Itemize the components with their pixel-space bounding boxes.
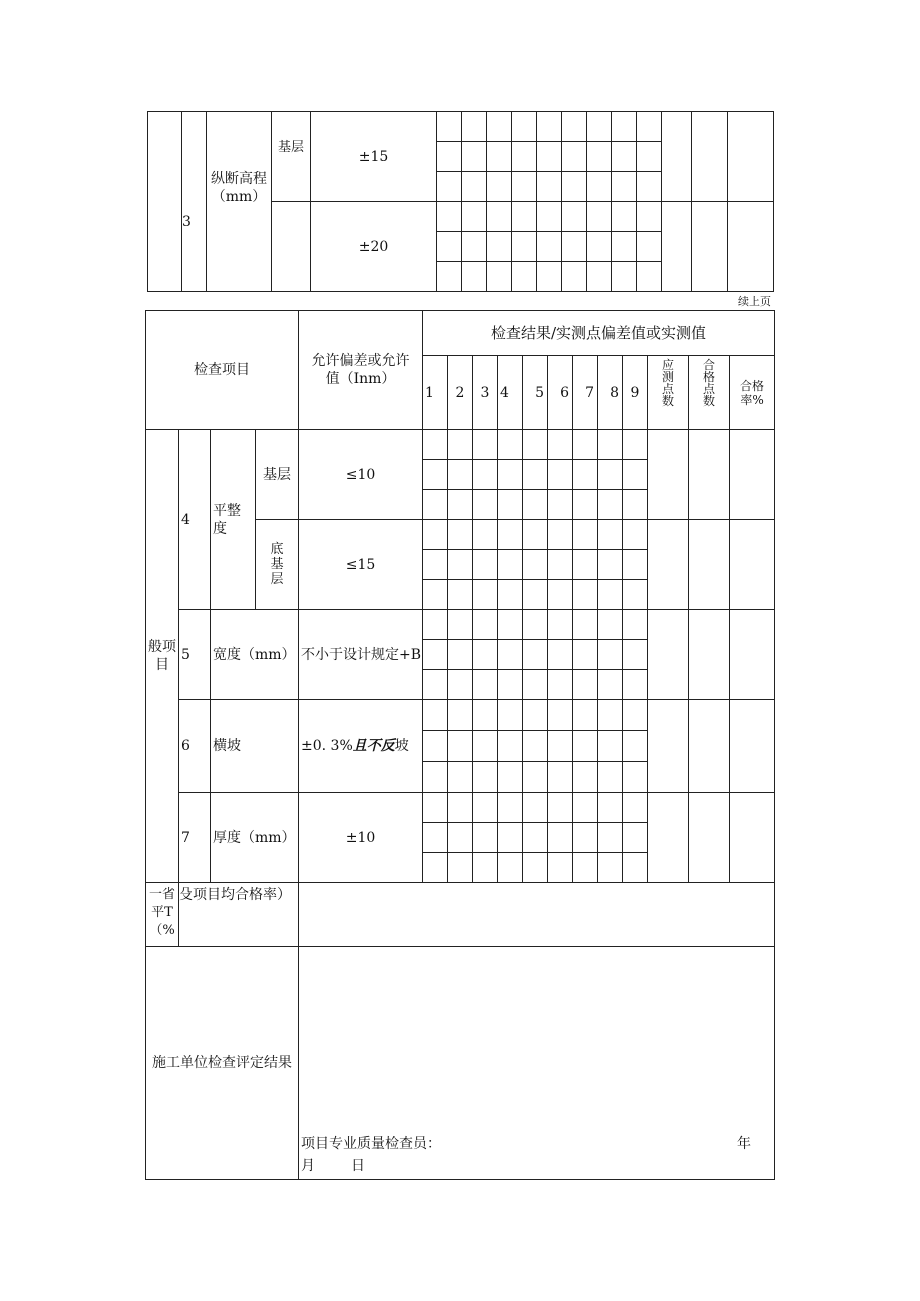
- grid-cell: [473, 823, 498, 853]
- grid-cell: [498, 700, 523, 731]
- grid-cell: [523, 520, 548, 550]
- header-should-measure: 应测点数: [648, 356, 689, 430]
- grid-cell: [423, 520, 448, 550]
- grid-cell: [637, 172, 662, 202]
- top-item-name: 纵断高程（mm）: [207, 112, 272, 292]
- top-left-blank: [148, 112, 182, 292]
- should-measure-cell: [648, 793, 689, 883]
- grid-cell: [637, 202, 662, 232]
- grid-cell: [523, 762, 548, 793]
- grid-cell: [598, 793, 623, 823]
- should-measure-cell: [662, 112, 692, 202]
- eval-label: 施工单位检查评定结果: [146, 947, 299, 1180]
- grid-cell: [537, 172, 562, 202]
- grid-cell: [512, 262, 537, 292]
- row6-tol-b: 且不反: [352, 738, 395, 754]
- qualified-points-cell: [689, 430, 730, 520]
- grid-cell: [537, 232, 562, 262]
- row6-item: 横坡: [211, 700, 299, 793]
- grid-cell: [448, 700, 473, 731]
- grid-cell: [612, 112, 637, 142]
- grid-cell: [612, 142, 637, 172]
- grid-cell: [498, 490, 523, 520]
- grid-cell: [548, 670, 573, 700]
- qualified-points-cell: [689, 610, 730, 700]
- grid-cell: [598, 670, 623, 700]
- grid-cell: [448, 430, 473, 460]
- grid-cell: [448, 762, 473, 793]
- signature-block: [299, 1133, 774, 1179]
- should-measure-cell: [648, 610, 689, 700]
- grid-cell: [562, 232, 587, 262]
- grid-cell: [473, 550, 498, 580]
- grid-cell: [548, 610, 573, 640]
- point-4: 4: [498, 356, 523, 430]
- grid-cell: [637, 232, 662, 262]
- grid-cell: [448, 610, 473, 640]
- grid-cell: [448, 460, 473, 490]
- grid-cell: [598, 490, 623, 520]
- grid-cell: [637, 112, 662, 142]
- grid-cell: [487, 232, 512, 262]
- grid-cell: [487, 262, 512, 292]
- grid-cell: [423, 823, 448, 853]
- grid-cell: [423, 580, 448, 610]
- grid-cell: [623, 580, 648, 610]
- grid-cell: [573, 853, 598, 883]
- point-6: 6: [548, 356, 573, 430]
- grid-cell: [462, 142, 487, 172]
- grid-cell: [548, 520, 573, 550]
- grid-cell: [562, 262, 587, 292]
- qualified-rate-cell: [730, 520, 775, 610]
- grid-cell: [573, 490, 598, 520]
- grid-cell: [473, 762, 498, 793]
- point-3: 3: [473, 356, 498, 430]
- grid-cell: [523, 490, 548, 520]
- grid-cell: [473, 610, 498, 640]
- header-tolerance: 允许偏差或允许值（Inm）: [299, 311, 423, 430]
- grid-cell: [598, 520, 623, 550]
- grid-cell: [498, 580, 523, 610]
- grid-cell: [612, 172, 637, 202]
- grid-cell: [423, 490, 448, 520]
- grid-cell: [498, 520, 523, 550]
- grid-cell: [573, 823, 598, 853]
- top-table: [147, 111, 774, 292]
- grid-cell: [423, 853, 448, 883]
- grid-cell: [523, 823, 548, 853]
- grid-cell: [523, 580, 548, 610]
- grid-cell: [437, 172, 462, 202]
- grid-cell: [623, 670, 648, 700]
- grid-cell: [462, 172, 487, 202]
- grid-cell: [473, 520, 498, 550]
- qualified-rate-cell: [728, 202, 774, 292]
- grid-cell: [623, 610, 648, 640]
- qualified-rate-cell: [728, 112, 774, 202]
- qualified-points-cell: [689, 700, 730, 793]
- grid-cell: [498, 823, 523, 853]
- grid-cell: [448, 580, 473, 610]
- qualified-points-cell: [689, 520, 730, 610]
- grid-cell: [612, 232, 637, 262]
- grid-cell: [598, 550, 623, 580]
- grid-cell: [637, 142, 662, 172]
- grid-cell: [623, 640, 648, 670]
- grid-cell: [548, 823, 573, 853]
- qualified-points-cell: [689, 793, 730, 883]
- grid-cell: [523, 610, 548, 640]
- grid-cell: [462, 112, 487, 142]
- grid-cell: [512, 202, 537, 232]
- grid-cell: [498, 460, 523, 490]
- grid-cell: [548, 731, 573, 762]
- inspector-label: 项目专业质量检查员：: [301, 1136, 441, 1152]
- row5-no: 5: [179, 610, 211, 700]
- row6-tol-a: ±0. 3%: [301, 738, 353, 754]
- grid-cell: [548, 700, 573, 731]
- month-label: 月: [301, 1158, 315, 1174]
- grid-cell: [537, 262, 562, 292]
- grid-cell: [423, 550, 448, 580]
- row6-no: 6: [179, 700, 211, 793]
- point-8: 8: [598, 356, 623, 430]
- grid-cell: [598, 731, 623, 762]
- row4-item: 平整度: [211, 430, 256, 610]
- point-7: 7: [573, 356, 598, 430]
- grid-cell: [473, 700, 498, 731]
- grid-cell: [523, 853, 548, 883]
- grid-cell: [637, 262, 662, 292]
- grid-cell: [562, 172, 587, 202]
- grid-cell: [548, 430, 573, 460]
- grid-cell: [587, 262, 612, 292]
- grid-cell: [587, 112, 612, 142]
- grid-cell: [573, 580, 598, 610]
- grid-cell: [437, 112, 462, 142]
- should-measure-cell: [648, 700, 689, 793]
- grid-cell: [423, 670, 448, 700]
- grid-cell: [623, 520, 648, 550]
- grid-cell: [523, 793, 548, 823]
- avg-label: 殳项目均合格率）: [179, 883, 299, 947]
- grid-cell: [598, 640, 623, 670]
- grid-cell: [612, 262, 637, 292]
- eval-content: [299, 947, 775, 1180]
- qualified-rate-cell: [730, 700, 775, 793]
- grid-cell: [462, 232, 487, 262]
- grid-cell: [623, 490, 648, 520]
- grid-cell: [473, 793, 498, 823]
- grid-cell: [423, 460, 448, 490]
- grid-cell: [473, 731, 498, 762]
- grid-cell: [537, 202, 562, 232]
- grid-cell: [573, 700, 598, 731]
- grid-cell: [512, 172, 537, 202]
- grid-cell: [448, 670, 473, 700]
- grid-cell: [537, 112, 562, 142]
- grid-cell: [448, 640, 473, 670]
- point-1: 1: [423, 356, 448, 430]
- grid-cell: [623, 823, 648, 853]
- grid-cell: [548, 793, 573, 823]
- header-qualified-rate: 合格率%: [730, 356, 775, 430]
- grid-cell: [423, 793, 448, 823]
- row6-tolerance: [299, 700, 423, 793]
- grid-cell: [448, 793, 473, 823]
- day-label: 日: [351, 1158, 365, 1174]
- grid-cell: [487, 202, 512, 232]
- grid-cell: [548, 550, 573, 580]
- grid-cell: [473, 640, 498, 670]
- grid-cell: [573, 670, 598, 700]
- grid-cell: [573, 731, 598, 762]
- grid-cell: [498, 550, 523, 580]
- row4-tolerance-1: ≤10: [299, 430, 423, 520]
- grid-cell: [498, 762, 523, 793]
- should-measure-cell: [648, 430, 689, 520]
- grid-cell: [623, 731, 648, 762]
- grid-cell: [548, 580, 573, 610]
- grid-cell: [598, 823, 623, 853]
- grid-cell: [573, 550, 598, 580]
- grid-cell: [487, 112, 512, 142]
- grid-cell: [512, 232, 537, 262]
- grid-cell: [512, 112, 537, 142]
- grid-cell: [587, 172, 612, 202]
- grid-cell: [623, 762, 648, 793]
- top-sub-blank: [272, 202, 311, 292]
- grid-cell: [487, 142, 512, 172]
- grid-cell: [448, 520, 473, 550]
- grid-cell: [548, 460, 573, 490]
- grid-cell: [462, 262, 487, 292]
- grid-cell: [523, 460, 548, 490]
- grid-cell: [598, 460, 623, 490]
- row7-no: 7: [179, 793, 211, 883]
- grid-cell: [448, 731, 473, 762]
- grid-cell: [587, 232, 612, 262]
- grid-cell: [548, 640, 573, 670]
- grid-cell: [462, 202, 487, 232]
- top-tolerance-1: ±15: [311, 112, 437, 202]
- row4-tolerance-2: ≤15: [299, 520, 423, 610]
- year-label: 年: [737, 1136, 751, 1152]
- grid-cell: [423, 640, 448, 670]
- grid-cell: [562, 202, 587, 232]
- grid-cell: [598, 853, 623, 883]
- grid-cell: [473, 430, 498, 460]
- grid-cell: [473, 580, 498, 610]
- grid-cell: [623, 460, 648, 490]
- grid-cell: [598, 430, 623, 460]
- grid-cell: [423, 762, 448, 793]
- grid-cell: [473, 490, 498, 520]
- qualified-points-cell: [692, 202, 728, 292]
- grid-cell: [512, 142, 537, 172]
- grid-cell: [437, 142, 462, 172]
- row4-no: 4: [179, 430, 211, 610]
- general-items-label: 般项目: [146, 430, 179, 883]
- avg-value-cell: [299, 883, 775, 947]
- row7-item: 厚度（mm）: [211, 793, 299, 883]
- grid-cell: [623, 700, 648, 731]
- row7-tolerance: ±10: [299, 793, 423, 883]
- qualified-rate-cell: [730, 793, 775, 883]
- grid-cell: [437, 262, 462, 292]
- grid-cell: [437, 232, 462, 262]
- grid-cell: [423, 700, 448, 731]
- grid-cell: [523, 550, 548, 580]
- point-2: 2: [448, 356, 473, 430]
- top-sub-base: 基层: [272, 112, 311, 202]
- point-9: 9: [623, 356, 648, 430]
- grid-cell: [548, 490, 573, 520]
- qualified-rate-cell: [730, 610, 775, 700]
- grid-cell: [523, 700, 548, 731]
- grid-cell: [437, 202, 462, 232]
- grid-cell: [623, 793, 648, 823]
- grid-cell: [498, 731, 523, 762]
- header-results: 检查结果/实测点偏差值或实测值: [423, 311, 775, 356]
- grid-cell: [523, 731, 548, 762]
- grid-cell: [498, 853, 523, 883]
- grid-cell: [498, 793, 523, 823]
- grid-cell: [473, 670, 498, 700]
- row4-sub-subbase: 底基层: [256, 520, 299, 610]
- top-item-no: 3: [182, 112, 207, 292]
- grid-cell: [523, 430, 548, 460]
- grid-cell: [498, 640, 523, 670]
- grid-cell: [587, 202, 612, 232]
- grid-cell: [448, 490, 473, 520]
- grid-cell: [573, 762, 598, 793]
- row5-item: 宽度（mm）: [211, 610, 299, 700]
- main-table: [145, 310, 775, 1180]
- grid-cell: [423, 610, 448, 640]
- grid-cell: [573, 430, 598, 460]
- row6-tol-c: 坡: [394, 738, 409, 754]
- grid-cell: [423, 430, 448, 460]
- grid-cell: [523, 670, 548, 700]
- grid-cell: [623, 853, 648, 883]
- grid-cell: [573, 610, 598, 640]
- continued-label: 续上页: [738, 295, 771, 308]
- row4-sub-base: 基层: [256, 430, 299, 520]
- grid-cell: [623, 430, 648, 460]
- grid-cell: [423, 731, 448, 762]
- avg-left-label: 一省平T（%: [146, 883, 179, 947]
- grid-cell: [448, 853, 473, 883]
- grid-cell: [448, 550, 473, 580]
- grid-cell: [598, 610, 623, 640]
- grid-cell: [548, 853, 573, 883]
- should-measure-cell: [648, 520, 689, 610]
- top-tolerance-2: ±20: [311, 202, 437, 292]
- grid-cell: [498, 430, 523, 460]
- grid-cell: [598, 700, 623, 731]
- grid-cell: [537, 142, 562, 172]
- grid-cell: [562, 142, 587, 172]
- should-measure-cell: [662, 202, 692, 292]
- grid-cell: [598, 580, 623, 610]
- header-qualified-points: 合格点数: [689, 356, 730, 430]
- grid-cell: [487, 172, 512, 202]
- grid-cell: [598, 762, 623, 793]
- point-5: 5: [523, 356, 548, 430]
- grid-cell: [573, 640, 598, 670]
- header-item: 检查项目: [146, 311, 299, 430]
- grid-cell: [498, 670, 523, 700]
- grid-cell: [562, 112, 587, 142]
- qualified-rate-cell: [730, 430, 775, 520]
- grid-cell: [623, 550, 648, 580]
- grid-cell: [473, 460, 498, 490]
- grid-cell: [612, 202, 637, 232]
- grid-cell: [498, 610, 523, 640]
- grid-cell: [448, 823, 473, 853]
- grid-cell: [573, 460, 598, 490]
- grid-cell: [523, 640, 548, 670]
- qualified-points-cell: [692, 112, 728, 202]
- grid-cell: [573, 793, 598, 823]
- grid-cell: [573, 520, 598, 550]
- grid-cell: [548, 762, 573, 793]
- row5-tolerance: 不小于设计规定+B: [299, 610, 423, 700]
- grid-cell: [473, 853, 498, 883]
- grid-cell: [587, 142, 612, 172]
